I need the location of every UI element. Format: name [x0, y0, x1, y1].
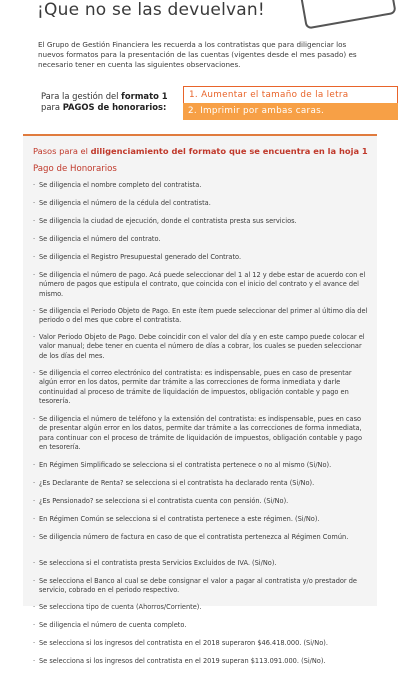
- list-item: · Se selecciona si los ingresos del contratista en el 2019 superan $113.091.000. (Si/No).: [33, 657, 369, 675]
- format-block: [38, 86, 368, 120]
- speech-bubble-icon: [295, 0, 396, 30]
- list-item: · Se diligencia la ciudad de ejecución, donde el contratista presta sus servicios.: [33, 217, 369, 235]
- list-item: · Se diligencia el número de cuenta completo.: [33, 621, 369, 639]
- list-item: · Se diligencia el número del contrato.: [33, 235, 369, 253]
- list-item: · Se diligencia el número de teléfono y la extensión del contratista: es indispensable, pues en caso de presentar algún error en los datos, permite dar trámite a las correcciones de forma inmediata, para continuar con el proceso de trámite de liquidación de impuestos, obligación contable y pago en tesorería.: [33, 415, 369, 461]
- list-item: · ¿Es Pensionado? se selecciona si el contratista cuenta con pensión. (Si/No).: [33, 497, 369, 515]
- list-item: · Se diligencia el número de pago. Acá puede seleccionar del 1 al 12 y debe estar de acuerdo con el número de pagos que estipula el contrato, que coincida con el inicio del contrato y el avance del mismo.: [33, 271, 369, 307]
- list-item: · ¿Es Declarante de Renta? se selecciona si el contratista ha declarado renta (Si/No).: [33, 479, 369, 497]
- list-item: · Se diligencia el nombre completo del contratista.: [33, 181, 369, 199]
- list-item: · Se selecciona si el contratista presta Servicios Excluidos de IVA. (Si/No).: [33, 559, 369, 577]
- list-item: · Se diligencia el número de la cédula del contratista.: [33, 199, 369, 217]
- list-item: · Valor Periodo Objeto de Pago. Debe coincidir con el valor del día y en este campo puede colocar el valor manual; debe tener en cuenta el número de días a cobrar, los cuales se pueden seleccionar de los días del mes.: [33, 333, 369, 369]
- list-item: · Se diligencia número de factura en caso de que el contratista pertenezca al Régimen Común.: [33, 533, 369, 559]
- tips-box: [183, 86, 398, 120]
- page-title: ¡Que no se las devuelvan!: [37, 0, 265, 20]
- list-item: · Se diligencia el correo electrónico del contratista: es indispensable, pues en caso de presentar algún error en los datos, permite dar trámite a las correcciones de forma inmediata y darle continuidad al proceso de trámite de liquidación de impuestos, obligación contable y pago en tesorería.: [33, 369, 369, 415]
- steps-list: [33, 181, 369, 675]
- header: [0, 0, 400, 34]
- steps-card: [23, 136, 377, 665]
- intro-text: El Grupo de Gestión Financiera les recuerda a los contratistas que para diligenciar los nuevos formatos para la presentación de las cuentas (vigentes desde el mes pasado) es necesario tener en cuenta las siguientes observaciones.: [38, 40, 357, 70]
- list-item: · En Régimen Común se selecciona si el contratista pertenece a este régimen. (Si/No).: [33, 515, 369, 533]
- list-item: · Se selecciona el Banco al cual se debe consignar el valor a pagar al contratista y/o prestador de servicio, cobrado en el periodo respectivo.: [33, 577, 369, 603]
- format-label: Para la gestión del formato 1 para PAGOS de honorarios:: [41, 91, 168, 112]
- tip-item: 2. Imprimir por ambas caras.: [183, 103, 398, 120]
- section-title: Pago de Honorarios: [33, 164, 117, 174]
- list-item: · En Régimen Simplificado se selecciona si el contratista pertenece o no al mismo (Si/No).: [33, 461, 369, 479]
- list-item: · Se selecciona tipo de cuenta (Ahorros/Corriente).: [33, 603, 369, 621]
- list-item: · Se selecciona si los ingresos del contratista en el 2018 superaron $46.418.000. (Si/No).: [33, 639, 369, 657]
- steps-title: Pasos para el diligenciamiento del formato que se encuentra en la hoja 1: [33, 146, 368, 156]
- list-item: · Se diligencia el Registro Presupuestal generado del Contrato.: [33, 253, 369, 271]
- list-item: · Se diligencia el Periodo Objeto de Pago. En este ítem puede seleccionar del primer al último día del periodo o del mes que cobre el contratista.: [33, 307, 369, 333]
- tip-item: 1. Aumentar el tamaño de la letra: [183, 86, 398, 103]
